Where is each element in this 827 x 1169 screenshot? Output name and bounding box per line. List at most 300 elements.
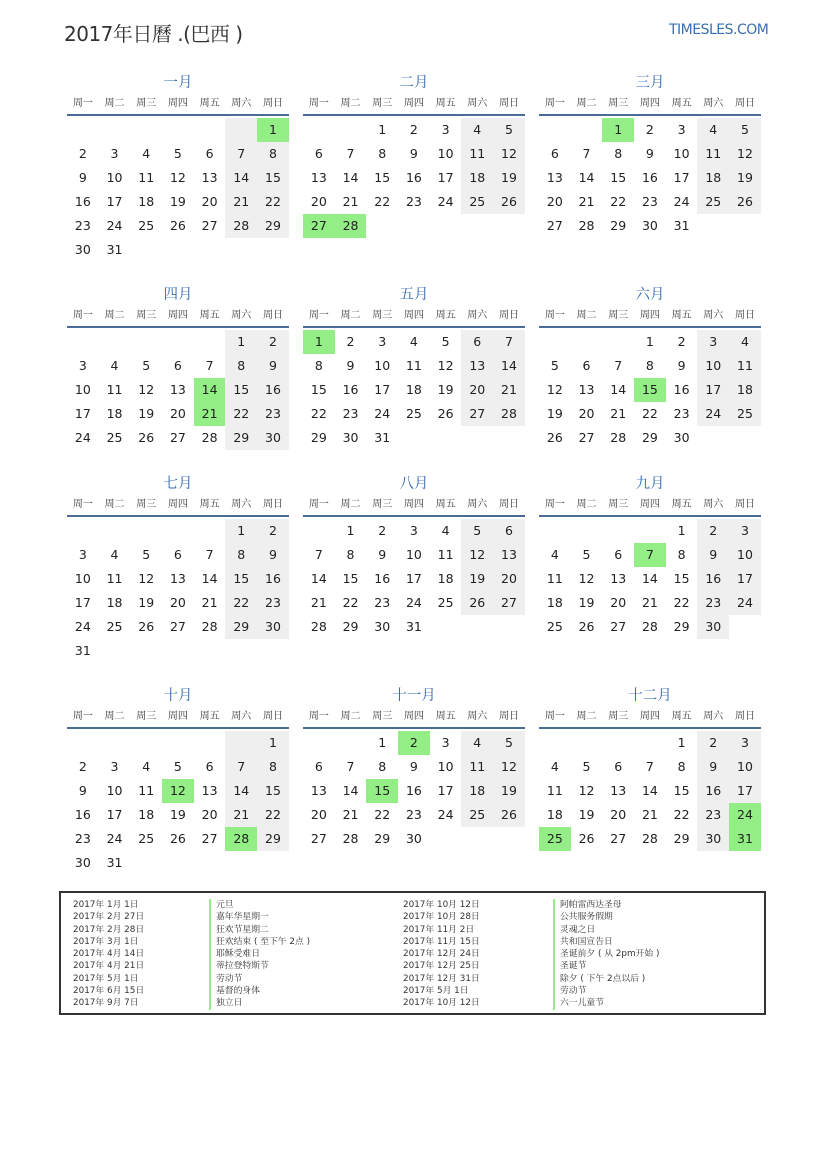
day-cell[interactable]: 21 [578, 194, 595, 209]
day-cell[interactable]: 14 [342, 170, 359, 185]
day-cell[interactable]: 14 [493, 354, 525, 378]
day-cell[interactable]: 28 [225, 214, 257, 238]
day-cell[interactable]: 30 [673, 430, 690, 445]
day-cell[interactable]: 23 [697, 591, 729, 615]
day-cell[interactable]: 4 [142, 146, 151, 161]
day-cell[interactable]: 14 [225, 779, 257, 803]
day-cell[interactable]: 30 [74, 855, 91, 870]
day-cell[interactable]: 11 [697, 142, 729, 166]
day-cell[interactable]: 9 [645, 146, 654, 161]
day-cell[interactable]: 6 [614, 547, 623, 562]
day-cell[interactable]: 3 [78, 358, 87, 373]
day-cell[interactable]: 10 [405, 547, 422, 562]
day-cell[interactable]: 24 [106, 831, 123, 846]
day-cell[interactable]: 1 [677, 523, 686, 538]
day-cell[interactable]: 30 [405, 831, 422, 846]
day-cell[interactable]: 24 [729, 591, 761, 615]
day-cell[interactable]: 29 [310, 430, 327, 445]
day-cell[interactable]: 7 [614, 358, 623, 373]
day-cell[interactable]: 9 [257, 354, 289, 378]
day-cell[interactable]: 21 [201, 595, 218, 610]
day-cell[interactable]: 1 [257, 731, 289, 755]
day-cell[interactable]: 13 [461, 354, 493, 378]
day-cell[interactable]: 19 [437, 382, 454, 397]
day-cell[interactable]: 1 [225, 330, 257, 354]
day-cell[interactable]: 4 [729, 330, 761, 354]
day-cell[interactable]: 27 [169, 619, 186, 634]
day-cell[interactable]: 17 [729, 567, 761, 591]
day-cell[interactable]: 29 [225, 615, 257, 639]
day-cell[interactable]: 18 [138, 807, 155, 822]
day-cell[interactable]: 2 [645, 122, 654, 137]
holiday-day-cell[interactable]: 1 [257, 118, 289, 142]
day-cell[interactable]: 16 [257, 378, 289, 402]
day-cell[interactable]: 6 [314, 146, 323, 161]
site-name[interactable]: TIMESLES.COM [669, 22, 769, 38]
day-cell[interactable]: 9 [346, 358, 355, 373]
day-cell[interactable]: 3 [729, 519, 761, 543]
day-cell[interactable]: 25 [546, 619, 563, 634]
day-cell[interactable]: 30 [74, 242, 91, 257]
day-cell[interactable]: 13 [169, 571, 186, 586]
holiday-day-cell[interactable]: 28 [335, 214, 367, 238]
day-cell[interactable]: 9 [409, 146, 418, 161]
day-cell[interactable]: 24 [374, 406, 391, 421]
day-cell[interactable]: 5 [582, 547, 591, 562]
day-cell[interactable]: 5 [550, 358, 559, 373]
day-cell[interactable]: 20 [310, 194, 327, 209]
day-cell[interactable]: 18 [138, 194, 155, 209]
day-cell[interactable]: 5 [173, 146, 182, 161]
day-cell[interactable]: 6 [461, 330, 493, 354]
day-cell[interactable]: 22 [342, 595, 359, 610]
day-cell[interactable]: 2 [78, 146, 87, 161]
day-cell[interactable]: 18 [461, 779, 493, 803]
day-cell[interactable]: 21 [342, 807, 359, 822]
day-cell[interactable]: 17 [405, 571, 422, 586]
day-cell[interactable]: 2 [677, 334, 686, 349]
day-cell[interactable]: 2 [257, 330, 289, 354]
day-cell[interactable]: 20 [610, 807, 627, 822]
day-cell[interactable]: 22 [257, 190, 289, 214]
holiday-day-cell[interactable]: 7 [634, 543, 666, 567]
day-cell[interactable]: 28 [578, 218, 595, 233]
day-cell[interactable]: 18 [697, 166, 729, 190]
day-cell[interactable]: 22 [673, 595, 690, 610]
day-cell[interactable]: 18 [437, 571, 454, 586]
day-cell[interactable]: 31 [106, 242, 123, 257]
day-cell[interactable]: 12 [493, 755, 525, 779]
day-cell[interactable]: 20 [310, 807, 327, 822]
day-cell[interactable]: 28 [610, 430, 627, 445]
day-cell[interactable]: 17 [437, 783, 454, 798]
day-cell[interactable]: 30 [257, 426, 289, 450]
day-cell[interactable]: 3 [378, 334, 387, 349]
holiday-day-cell[interactable]: 12 [162, 779, 194, 803]
day-cell[interactable]: 11 [437, 547, 454, 562]
day-cell[interactable]: 1 [378, 735, 387, 750]
day-cell[interactable]: 23 [673, 406, 690, 421]
day-cell[interactable]: 2 [78, 759, 87, 774]
day-cell[interactable]: 12 [437, 358, 454, 373]
day-cell[interactable]: 6 [314, 759, 323, 774]
day-cell[interactable]: 7 [582, 146, 591, 161]
day-cell[interactable]: 29 [673, 619, 690, 634]
day-cell[interactable]: 2 [409, 122, 418, 137]
day-cell[interactable]: 24 [437, 194, 454, 209]
day-cell[interactable]: 14 [641, 783, 658, 798]
day-cell[interactable]: 31 [74, 643, 91, 658]
day-cell[interactable]: 19 [461, 567, 493, 591]
day-cell[interactable]: 11 [106, 571, 123, 586]
day-cell[interactable]: 23 [697, 803, 729, 827]
day-cell[interactable]: 23 [405, 194, 422, 209]
day-cell[interactable]: 28 [201, 619, 218, 634]
day-cell[interactable]: 12 [578, 571, 595, 586]
day-cell[interactable]: 27 [578, 430, 595, 445]
day-cell[interactable]: 13 [169, 382, 186, 397]
day-cell[interactable]: 7 [493, 330, 525, 354]
day-cell[interactable]: 8 [257, 755, 289, 779]
day-cell[interactable]: 20 [578, 406, 595, 421]
day-cell[interactable]: 27 [493, 591, 525, 615]
day-cell[interactable]: 5 [142, 547, 151, 562]
day-cell[interactable]: 17 [729, 779, 761, 803]
day-cell[interactable]: 9 [409, 759, 418, 774]
day-cell[interactable]: 5 [493, 731, 525, 755]
day-cell[interactable]: 8 [677, 759, 686, 774]
day-cell[interactable]: 26 [729, 190, 761, 214]
day-cell[interactable]: 17 [106, 194, 123, 209]
day-cell[interactable]: 14 [641, 571, 658, 586]
day-cell[interactable]: 10 [74, 571, 91, 586]
day-cell[interactable]: 13 [201, 170, 218, 185]
day-cell[interactable]: 16 [74, 807, 91, 822]
day-cell[interactable]: 18 [461, 166, 493, 190]
day-cell[interactable]: 12 [493, 142, 525, 166]
day-cell[interactable]: 28 [641, 619, 658, 634]
day-cell[interactable]: 26 [578, 619, 595, 634]
day-cell[interactable]: 3 [441, 122, 450, 137]
day-cell[interactable]: 22 [641, 406, 658, 421]
day-cell[interactable]: 3 [677, 122, 686, 137]
day-cell[interactable]: 13 [610, 783, 627, 798]
day-cell[interactable]: 10 [729, 755, 761, 779]
day-cell[interactable]: 14 [201, 571, 218, 586]
day-cell[interactable]: 8 [346, 547, 355, 562]
day-cell[interactable]: 10 [106, 170, 123, 185]
day-cell[interactable]: 15 [610, 170, 627, 185]
holiday-day-cell[interactable]: 2 [398, 731, 430, 755]
day-cell[interactable]: 15 [374, 170, 391, 185]
day-cell[interactable]: 7 [645, 759, 654, 774]
day-cell[interactable]: 18 [546, 595, 563, 610]
day-cell[interactable]: 26 [169, 218, 186, 233]
day-cell[interactable]: 14 [342, 783, 359, 798]
day-cell[interactable]: 29 [641, 430, 658, 445]
day-cell[interactable]: 8 [677, 547, 686, 562]
day-cell[interactable]: 19 [493, 166, 525, 190]
day-cell[interactable]: 6 [614, 759, 623, 774]
day-cell[interactable]: 7 [225, 142, 257, 166]
day-cell[interactable]: 16 [342, 382, 359, 397]
day-cell[interactable]: 19 [138, 406, 155, 421]
day-cell[interactable]: 26 [169, 831, 186, 846]
day-cell[interactable]: 21 [610, 406, 627, 421]
day-cell[interactable]: 4 [409, 334, 418, 349]
day-cell[interactable]: 14 [610, 382, 627, 397]
day-cell[interactable]: 26 [437, 406, 454, 421]
day-cell[interactable]: 8 [378, 759, 387, 774]
day-cell[interactable]: 20 [546, 194, 563, 209]
day-cell[interactable]: 21 [641, 595, 658, 610]
day-cell[interactable]: 31 [405, 619, 422, 634]
day-cell[interactable]: 7 [346, 759, 355, 774]
day-cell[interactable]: 29 [257, 214, 289, 238]
day-cell[interactable]: 25 [405, 406, 422, 421]
day-cell[interactable]: 23 [342, 406, 359, 421]
day-cell[interactable]: 26 [493, 803, 525, 827]
day-cell[interactable]: 7 [205, 547, 214, 562]
day-cell[interactable]: 19 [138, 595, 155, 610]
day-cell[interactable]: 23 [257, 591, 289, 615]
day-cell[interactable]: 1 [378, 122, 387, 137]
day-cell[interactable]: 4 [461, 731, 493, 755]
day-cell[interactable]: 26 [493, 190, 525, 214]
day-cell[interactable]: 29 [257, 827, 289, 851]
holiday-day-cell[interactable]: 15 [634, 378, 666, 402]
day-cell[interactable]: 9 [257, 543, 289, 567]
day-cell[interactable]: 31 [374, 430, 391, 445]
day-cell[interactable]: 18 [106, 595, 123, 610]
holiday-day-cell[interactable]: 27 [303, 214, 335, 238]
day-cell[interactable]: 15 [225, 567, 257, 591]
day-cell[interactable]: 29 [342, 619, 359, 634]
day-cell[interactable]: 18 [405, 382, 422, 397]
day-cell[interactable]: 14 [225, 166, 257, 190]
day-cell[interactable]: 1 [677, 735, 686, 750]
day-cell[interactable]: 13 [578, 382, 595, 397]
day-cell[interactable]: 22 [610, 194, 627, 209]
day-cell[interactable]: 30 [342, 430, 359, 445]
day-cell[interactable]: 10 [106, 783, 123, 798]
day-cell[interactable]: 25 [461, 803, 493, 827]
day-cell[interactable]: 21 [342, 194, 359, 209]
day-cell[interactable]: 5 [142, 358, 151, 373]
day-cell[interactable]: 20 [610, 595, 627, 610]
day-cell[interactable]: 3 [110, 146, 119, 161]
holiday-day-cell[interactable]: 14 [194, 378, 226, 402]
day-cell[interactable]: 24 [673, 194, 690, 209]
day-cell[interactable]: 16 [74, 194, 91, 209]
day-cell[interactable]: 15 [342, 571, 359, 586]
day-cell[interactable]: 27 [546, 218, 563, 233]
day-cell[interactable]: 14 [578, 170, 595, 185]
day-cell[interactable]: 3 [409, 523, 418, 538]
day-cell[interactable]: 22 [310, 406, 327, 421]
day-cell[interactable]: 19 [169, 807, 186, 822]
day-cell[interactable]: 29 [610, 218, 627, 233]
day-cell[interactable]: 19 [546, 406, 563, 421]
day-cell[interactable]: 27 [201, 218, 218, 233]
day-cell[interactable]: 23 [74, 218, 91, 233]
day-cell[interactable]: 13 [610, 571, 627, 586]
day-cell[interactable]: 9 [697, 755, 729, 779]
day-cell[interactable]: 24 [74, 619, 91, 634]
holiday-day-cell[interactable]: 21 [194, 402, 226, 426]
day-cell[interactable]: 19 [578, 595, 595, 610]
day-cell[interactable]: 12 [138, 571, 155, 586]
day-cell[interactable]: 13 [310, 170, 327, 185]
day-cell[interactable]: 9 [78, 783, 87, 798]
day-cell[interactable]: 11 [546, 783, 563, 798]
holiday-day-cell[interactable]: 28 [225, 827, 257, 851]
day-cell[interactable]: 3 [441, 735, 450, 750]
day-cell[interactable]: 10 [74, 382, 91, 397]
holiday-day-cell[interactable]: 24 [729, 803, 761, 827]
day-cell[interactable]: 5 [729, 118, 761, 142]
day-cell[interactable]: 28 [201, 430, 218, 445]
day-cell[interactable]: 3 [78, 547, 87, 562]
day-cell[interactable]: 15 [310, 382, 327, 397]
day-cell[interactable]: 11 [405, 358, 422, 373]
day-cell[interactable]: 1 [645, 334, 654, 349]
day-cell[interactable]: 22 [257, 803, 289, 827]
day-cell[interactable]: 22 [225, 402, 257, 426]
day-cell[interactable]: 7 [314, 547, 323, 562]
day-cell[interactable]: 12 [546, 382, 563, 397]
day-cell[interactable]: 1 [225, 519, 257, 543]
day-cell[interactable]: 10 [729, 543, 761, 567]
day-cell[interactable]: 17 [74, 406, 91, 421]
day-cell[interactable]: 2 [697, 731, 729, 755]
day-cell[interactable]: 20 [169, 595, 186, 610]
day-cell[interactable]: 25 [138, 218, 155, 233]
day-cell[interactable]: 16 [405, 170, 422, 185]
day-cell[interactable]: 8 [645, 358, 654, 373]
day-cell[interactable]: 11 [106, 382, 123, 397]
day-cell[interactable]: 18 [546, 807, 563, 822]
day-cell[interactable]: 10 [437, 146, 454, 161]
day-cell[interactable]: 15 [673, 783, 690, 798]
day-cell[interactable]: 10 [697, 354, 729, 378]
day-cell[interactable]: 29 [374, 831, 391, 846]
day-cell[interactable]: 6 [550, 146, 559, 161]
day-cell[interactable]: 12 [169, 170, 186, 185]
day-cell[interactable]: 8 [314, 358, 323, 373]
day-cell[interactable]: 13 [201, 783, 218, 798]
holiday-day-cell[interactable]: 15 [366, 779, 398, 803]
day-cell[interactable]: 16 [697, 779, 729, 803]
day-cell[interactable]: 9 [378, 547, 387, 562]
day-cell[interactable]: 21 [225, 803, 257, 827]
day-cell[interactable]: 30 [374, 619, 391, 634]
day-cell[interactable]: 17 [74, 595, 91, 610]
day-cell[interactable]: 13 [546, 170, 563, 185]
day-cell[interactable]: 6 [173, 547, 182, 562]
day-cell[interactable]: 17 [673, 170, 690, 185]
holiday-day-cell[interactable]: 31 [729, 827, 761, 851]
day-cell[interactable]: 30 [257, 615, 289, 639]
day-cell[interactable]: 22 [225, 591, 257, 615]
day-cell[interactable]: 28 [493, 402, 525, 426]
day-cell[interactable]: 20 [461, 378, 493, 402]
day-cell[interactable]: 21 [641, 807, 658, 822]
holiday-day-cell[interactable]: 25 [539, 827, 571, 851]
day-cell[interactable]: 2 [697, 519, 729, 543]
day-cell[interactable]: 25 [106, 619, 123, 634]
day-cell[interactable]: 14 [310, 571, 327, 586]
day-cell[interactable]: 16 [697, 567, 729, 591]
day-cell[interactable]: 26 [578, 831, 595, 846]
day-cell[interactable]: 4 [550, 759, 559, 774]
day-cell[interactable]: 8 [225, 543, 257, 567]
day-cell[interactable]: 12 [138, 382, 155, 397]
day-cell[interactable]: 20 [493, 567, 525, 591]
day-cell[interactable]: 12 [729, 142, 761, 166]
day-cell[interactable]: 16 [641, 170, 658, 185]
day-cell[interactable]: 16 [374, 571, 391, 586]
day-cell[interactable]: 10 [374, 358, 391, 373]
day-cell[interactable]: 27 [610, 831, 627, 846]
day-cell[interactable]: 7 [225, 755, 257, 779]
day-cell[interactable]: 4 [461, 118, 493, 142]
day-cell[interactable]: 25 [437, 595, 454, 610]
day-cell[interactable]: 31 [673, 218, 690, 233]
day-cell[interactable]: 23 [257, 402, 289, 426]
day-cell[interactable]: 30 [641, 218, 658, 233]
day-cell[interactable]: 19 [729, 166, 761, 190]
day-cell[interactable]: 20 [169, 406, 186, 421]
day-cell[interactable]: 23 [74, 831, 91, 846]
day-cell[interactable]: 28 [342, 831, 359, 846]
day-cell[interactable]: 25 [106, 430, 123, 445]
day-cell[interactable]: 24 [697, 402, 729, 426]
day-cell[interactable]: 7 [346, 146, 355, 161]
day-cell[interactable]: 8 [257, 142, 289, 166]
day-cell[interactable]: 22 [374, 194, 391, 209]
day-cell[interactable]: 25 [729, 402, 761, 426]
day-cell[interactable]: 16 [405, 783, 422, 798]
day-cell[interactable]: 5 [441, 334, 450, 349]
day-cell[interactable]: 16 [673, 382, 690, 397]
day-cell[interactable]: 12 [461, 543, 493, 567]
day-cell[interactable]: 8 [225, 354, 257, 378]
day-cell[interactable]: 13 [310, 783, 327, 798]
day-cell[interactable]: 11 [729, 354, 761, 378]
day-cell[interactable]: 21 [310, 595, 327, 610]
day-cell[interactable]: 5 [461, 519, 493, 543]
day-cell[interactable]: 30 [697, 827, 729, 851]
day-cell[interactable]: 30 [697, 615, 729, 639]
day-cell[interactable]: 27 [201, 831, 218, 846]
day-cell[interactable]: 19 [578, 807, 595, 822]
day-cell[interactable]: 20 [201, 807, 218, 822]
day-cell[interactable]: 4 [110, 547, 119, 562]
day-cell[interactable]: 6 [205, 759, 214, 774]
day-cell[interactable]: 27 [310, 831, 327, 846]
day-cell[interactable]: 28 [310, 619, 327, 634]
day-cell[interactable]: 3 [110, 759, 119, 774]
day-cell[interactable]: 23 [641, 194, 658, 209]
day-cell[interactable]: 6 [582, 358, 591, 373]
day-cell[interactable]: 8 [378, 146, 387, 161]
day-cell[interactable]: 11 [461, 755, 493, 779]
day-cell[interactable]: 6 [205, 146, 214, 161]
day-cell[interactable]: 24 [74, 430, 91, 445]
day-cell[interactable]: 13 [493, 543, 525, 567]
day-cell[interactable]: 15 [257, 166, 289, 190]
